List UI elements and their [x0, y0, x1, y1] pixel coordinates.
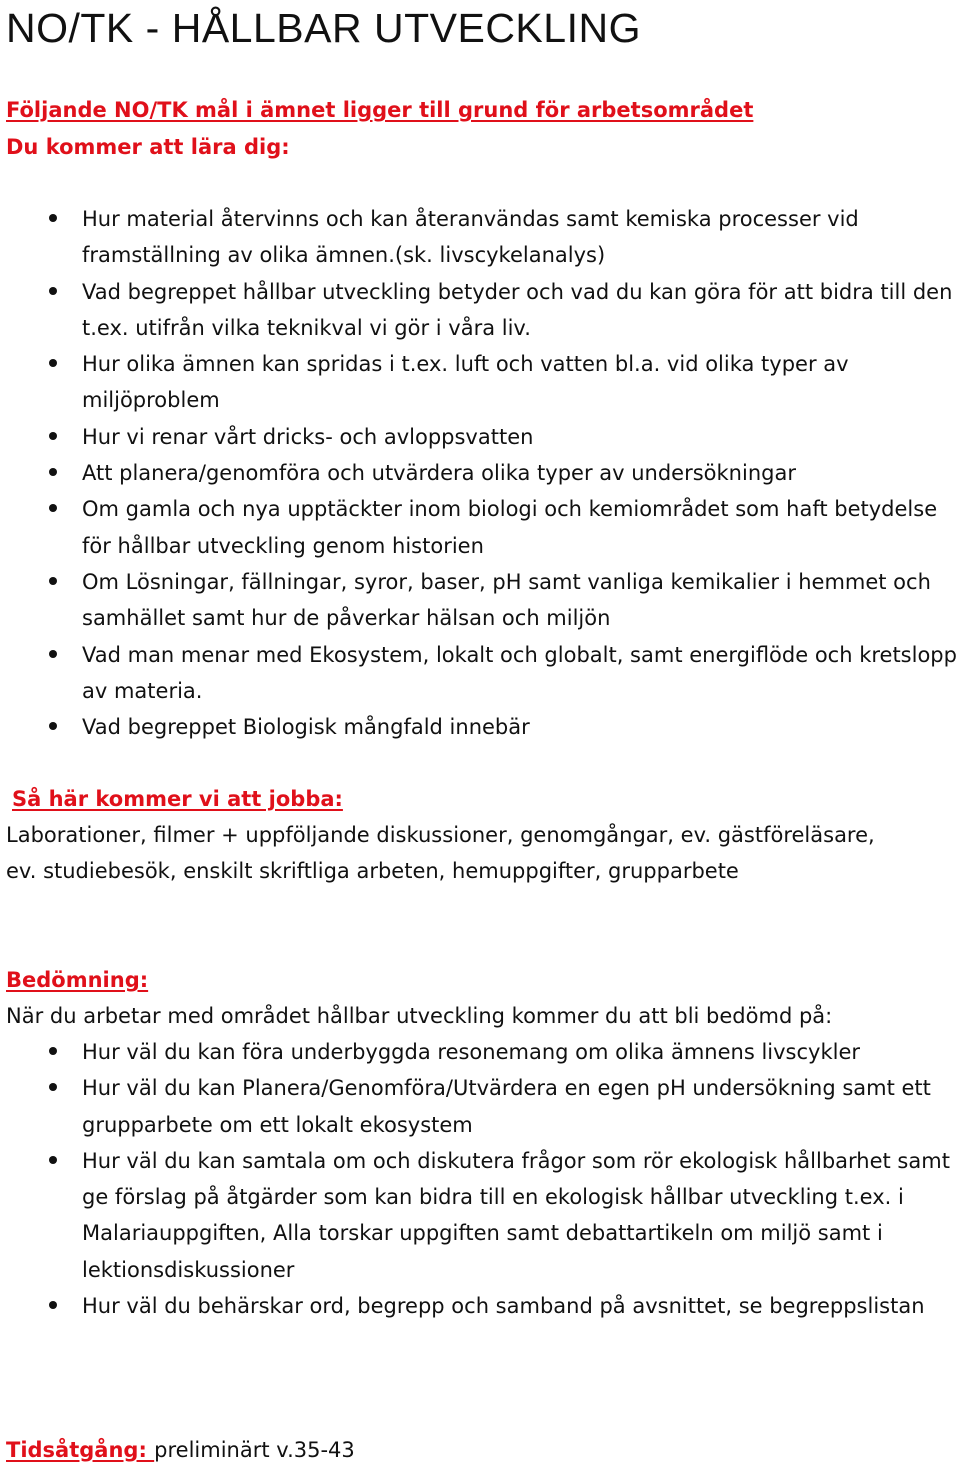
time-label: Tidsåtgång: [6, 1438, 155, 1462]
list-item: Vad begreppet Biologisk mångfald innebär [0, 709, 958, 745]
list-item: Vad begreppet hållbar utveckling betyder och vad du kan göra för att bidra till den t.ex. utifrån vilka teknikval vi gör i våra liv. [0, 274, 958, 347]
bullet-icon [49, 722, 57, 730]
bullet-icon [49, 1083, 57, 1091]
list-item: Hur material återvinns och kan återanvändas samt kemiska processer vid framställning av olika ämnen.(sk. livscykelanalys) [0, 201, 958, 274]
list-item: Om gamla och nya upptäckter inom biologi och kemiområdet som haft betydelse för hållbar utveckling genom historien [0, 491, 958, 564]
document-title: NO/TK - HÅLLBAR UTVECKLING [6, 5, 641, 51]
bullet-icon [49, 1156, 57, 1164]
bullet-icon [49, 214, 57, 222]
list-item: Hur vi renar vårt dricks- och avloppsvatten [0, 419, 958, 455]
list-item: Hur väl du kan samtala om och diskutera frågor som rör ekologisk hållbarhet samt ge förslag på åtgärder som kan bidra till en ekologisk hållbar utveckling t.ex. i Malariauppgiften, Alla torskar uppgiften samt debattartikeln om miljö samt i lektionsdiskussioner [0, 1143, 958, 1288]
time-row [6, 1432, 355, 1468]
bullet-icon [49, 504, 57, 512]
bullet-icon [49, 468, 57, 476]
goals-heading: Följande NO/TK mål i ämnet ligger till grund för arbetsområdet [6, 98, 754, 122]
work-text: Laborationer, filmer + uppföljande diskussioner, genomgångar, ev. gästföreläsare, ev. studiebesök, enskilt skriftliga arbeten, hemuppgifter, grupparbete [6, 823, 875, 884]
bullet-icon [49, 359, 57, 367]
bullet-icon [49, 1047, 57, 1055]
bullet-icon [49, 432, 57, 440]
list-item: Hur väl du kan föra underbyggda resonemang om olika ämnens livscykler [0, 1034, 958, 1070]
list-item: Om Lösningar, fällningar, syror, baser, pH samt vanliga kemikalier i hemmet och samhället samt hur de påverkar hälsan och miljön [0, 564, 958, 637]
list-item: Hur olika ämnen kan spridas i t.ex. luft och vatten bl.a. vid olika typer av miljöproblem [0, 346, 958, 419]
list-item: Hur väl du kan Planera/Genomföra/Utvärdera en egen pH undersökning samt ett grupparbete om ett lokalt ekosystem [0, 1070, 958, 1143]
bullet-icon [49, 650, 57, 658]
assessment-list [0, 1034, 958, 1324]
goals-subheading: Du kommer att lära dig: [6, 135, 290, 159]
bullet-icon [49, 577, 57, 585]
assessment-intro: När du arbetar med området hållbar utveckling kommer du att bli bedömd på: [6, 1004, 833, 1028]
time-value: preliminärt v.35-43 [154, 1438, 355, 1462]
list-item: Att planera/genomföra och utvärdera olika typer av undersökningar [0, 455, 958, 491]
list-item: Hur väl du behärskar ord, begrepp och samband på avsnittet, se begreppslistan [0, 1288, 958, 1324]
list-item: Vad man menar med Ekosystem, lokalt och globalt, samt energiflöde och kretslopp av materia. [0, 637, 958, 710]
work-heading: Så här kommer vi att jobba: [12, 787, 343, 811]
assessment-heading: Bedömning: [6, 968, 149, 992]
bullet-icon [49, 1301, 57, 1309]
goals-list [0, 201, 958, 745]
bullet-icon [49, 287, 57, 295]
